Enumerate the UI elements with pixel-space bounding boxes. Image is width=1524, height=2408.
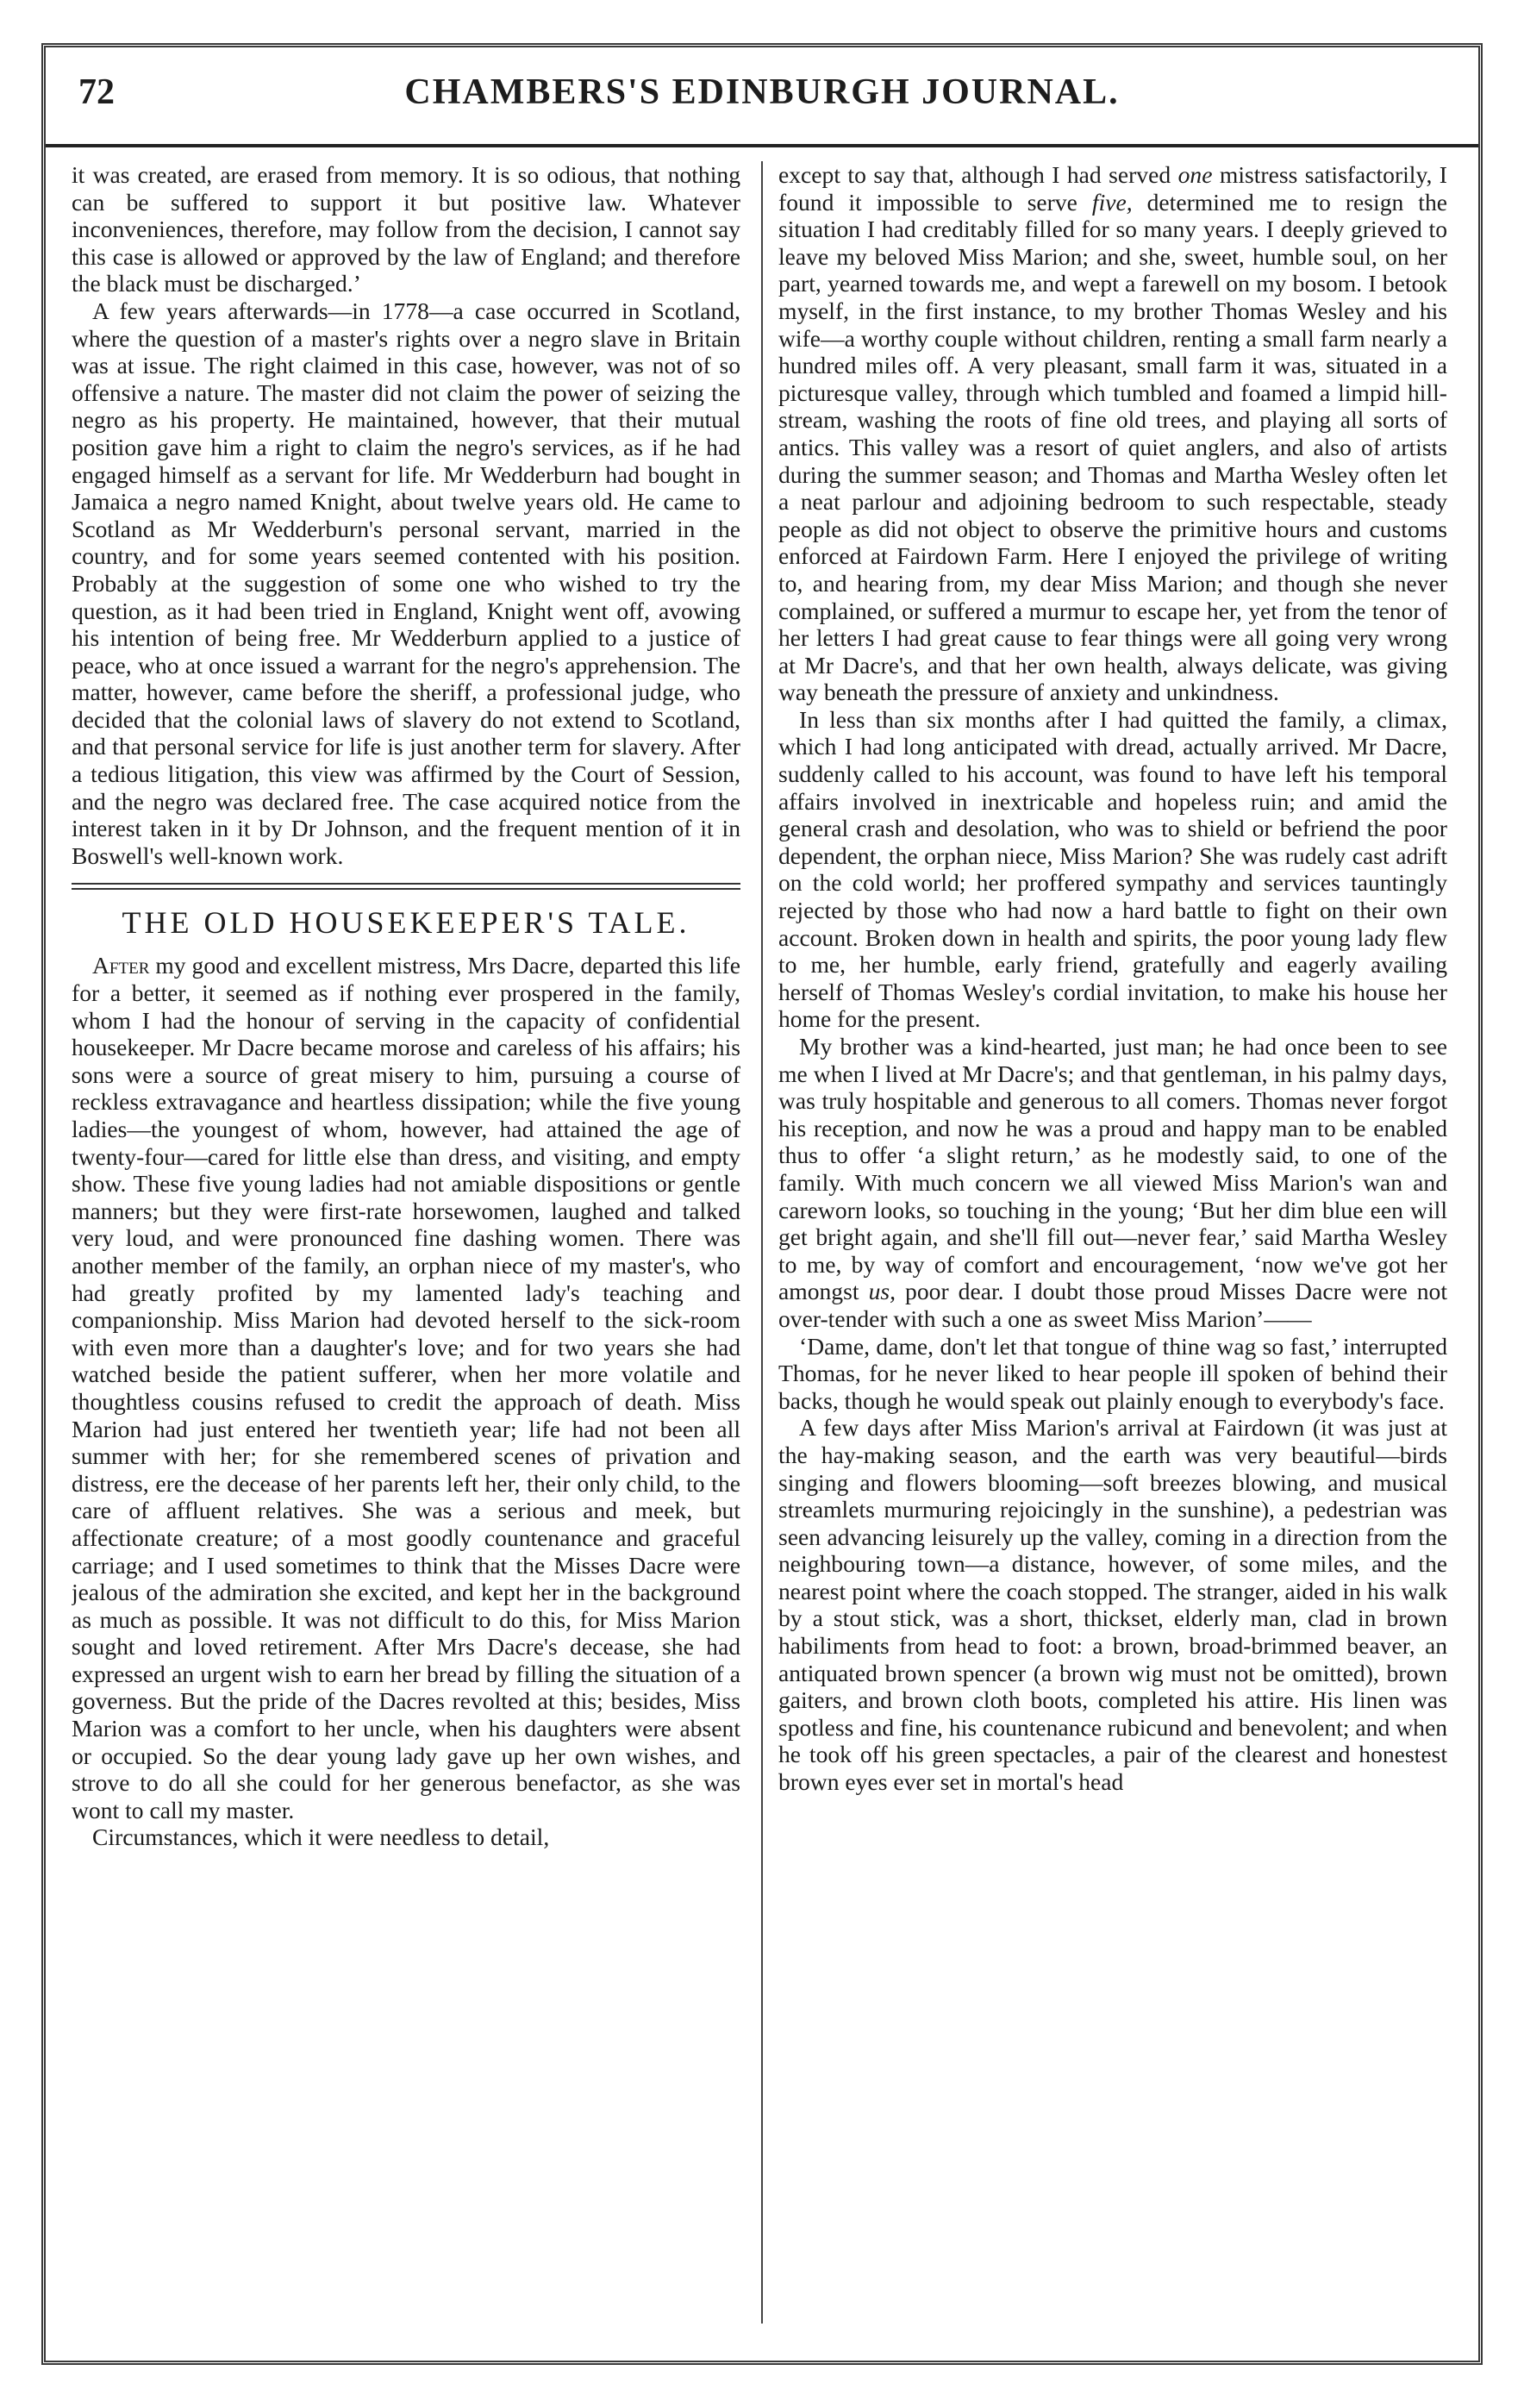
paragraph: A few years afterwards—in 1778—a case occurred in Scotland, where the question of a master's rights over a negro slave in Britain was at issue. The right claimed in this case, however, was not of so offensive a nature. The master did not claim the power of seizing the negro as his property. He maintained, however, that their mutual position gave him a right to claim the negro's services, as if he had engaged himself as a servant for life. Mr Wedderburn had bought in Jamaica a negro named Knight, about twelve years old. He came to Scotland as Mr Wedderburn's personal servant, married in the country, and for some years seemed contented with his position. Probably at the suggestion of some one who wished to try the question, as it had been tried in England, Knight went off, avowing his intention of being free. Mr Wedderburn applied to a justice of peace, who at once issued a warrant for the negro's apprehension. The matter, however, came before the sheriff, a professional judge, who decided that the colonial laws of slavery do not extend to Scotland, and that personal service for life is just another term for slavery. After a tedious litigation, this view was affirmed by the Court of Session, and the negro was declared free. The case acquired notice from the interest taken in it by Dr Johnson, and the frequent mention of it in Boswell's well-known work.	[72, 297, 740, 869]
text-run: mistress satisfactorily, I found it impossible to serve	[778, 161, 1447, 216]
page-header	[46, 47, 1478, 147]
page-number: 72	[78, 72, 115, 112]
section-divider	[72, 883, 740, 890]
paragraph: ‘Dame, dame, don't let that tongue of thine wag so fast,’ interrupted Thomas, for he never liked to hear people ill spoken of behind their backs, though he would speak out plainly enough to everybody's face.	[778, 1332, 1447, 1414]
text-run: determined me to resign the situation I had creditably filled for so many years. I deeply grieved to leave my beloved Miss Marion; and she, sweet, humble soul, on her part, yearned towards me, and wept a farewell on my bosom. I betook myself, in the first instance, to my brother Thomas Wesley and his wife—a worthy couple without children, renting a small farm nearly a hundred miles off. A very pleasant, small farm it was, situated in a picturesque valley, through which tumbled and foamed a limpid hill-stream, washing the roots of fine old trees, and playing all sorts of antics. This valley was a resort of quiet anglers, and also of artists during the summer season; and Thomas and Martha Wesley often let a neat parlour and adjoining bedroom to such respectable, steady people as did not object to observe the primitive hours and customs enforced at Fairdown Farm. Here I enjoyed the privilege of writing to, and hearing from, my dear Miss Marion; and though she never complained, or suffered a murmur to escape her, yet from the tenor of her letters I had great cause to fear things were all going very wrong at Mr Dacre's, and that her own health, always delicate, was giving way beneath the pressure of anxiety and unkindness.	[778, 188, 1447, 706]
drop-word: After	[92, 952, 150, 979]
column-divider	[761, 161, 763, 2324]
story-text: my good and excellent mistress, Mrs Dacre, departed this life for a better, it seemed as if nothing ever prospered in the family, whom I had the honour of serving in the capacity of confidential housekeeper. Mr Dacre became morose and careless of his affairs; his sons were a source of great misery to him, pursuing a course of reckless extravagance and heartless dissipation; while the five young ladies—the youngest of whom, however, had attained the age of twenty-four—cared for little else than dress, and visiting, and empty show. These five young ladies had not amiable dispositions or gentle manners; but they were first-rate horsewomen, laughed and talked very loud, and were pronounced fine dashing women. There was another member of the family, an orphan niece of my master's, who had greatly profited by my lamented lady's teaching and companionship. Miss Marion had devoted herself to the sick-room with even more than a daughter's love; and for two years she had watched beside the patient sufferer, when her more volatile and thoughtless cousins refused to credit the approach of death. Miss Marion had just entered her twentieth year; life had not been all summer with her; for she remembered scenes of privation and distress, ere the decease of her parents left her, their only child, to the care of affluent relatives. She was a serious and meek, but affectionate creature; of a most goodly countenance and graceful carriage; and I used sometimes to think that the Misses Dacre were jealous of the admiration she excited, and kept her in the background as much as possible. It was not difficult to do this, for Miss Marion sought and loved retirement. After Mrs Dacre's decease, she had expressed an urgent wish to earn her bread by filling the situation of a governess. But the pride of the Dacres revolted at this; besides, Miss Marion was a comfort to her uncle, when his daughters were absent or occupied. So the dear young lady gave up her own wishes, and strove to do all she could for her generous benefactor, as she was wont to call my master.	[72, 952, 740, 1823]
story-paragraph	[72, 952, 740, 1823]
text-run: poor dear. I doubt those proud Misses Dacre were not over-tender with such a one as sweet Miss Marion’——	[778, 1278, 1447, 1332]
journal-page	[41, 43, 1483, 2365]
emphasis: five,	[1091, 188, 1133, 216]
text-run: My brother was a kind-hearted, just man; he had once been to see me when I lived at Mr Dacre's; and that gentleman, in his palmy days, was truly hospitable and generous to all comers. Thomas never forgot his reception, and now he was a proud and happy man to be enabled thus to offer ‘a slight return,’ as he modestly said, to one of the family. With much concern we all viewed Miss Marion's wan and careworn looks, so touching in the young; ‘But her dim blue een will get bright again, and she'll fill out—never fear,’ said Martha Wesley to me, by way of comfort and encouragement, ‘now we've got her amongst	[778, 1033, 1447, 1305]
paragraph: Circumstances, which it were needless to detail,	[92, 1823, 550, 1851]
paragraph	[778, 1033, 1447, 1333]
article-title: THE OLD HOUSEKEEPER'S TALE.	[122, 905, 690, 941]
emphasis: us,	[868, 1278, 896, 1305]
paragraph: A few days after Miss Marion's arrival at Fairdown (it was just at the hay-making season, and the earth was very beautiful—birds singing and flowers blooming—soft breezes blowing, and musical streamlets murmuring rejoicingly in the sunshine), a pedestrian was seen advancing leisurely up the valley, coming in a direction from the neighbouring town—a distance, however, of some miles, and the nearest point where the coach stopped. The stranger, aided in his walk by a stout stick, was a short, thickset, elderly man, clad in brown habiliments from head to foot: a brown, broad-brimmed beaver, an antiquated brown spencer (a brown wig must not be omitted), brown gaiters, and brown cloth boots, completed his attire. His linen was spotless and fine, his countenance rubicund and benevolent; and when he took off his green spectacles, a pair of the clearest and honestest brown eyes ever set in mortal's head	[778, 1414, 1447, 1796]
opening-paragraph: it was created, are erased from memory. It is so odious, that nothing can be suffered to support it but positive law. Whatever inconveniences, therefore, may follow from the decision, I cannot say this case is allowed or approved by the law of England; and therefore the black must be discharged.’	[72, 161, 740, 297]
emphasis: one	[1177, 161, 1213, 188]
paragraph: In less than six months after I had quitted the family, a climax, which I had long anticipated with dread, actually arrived. Mr Dacre, suddenly called to his account, was found to have left his temporal affairs involved in inextricable and hopeless ruin; and amid the general crash and desolation, who was to shield or befriend the poor dependent, the orphan niece, Miss Marion? She was rudely cast adrift on the cold world; her proffered sympathy and services tauntingly rejected by those who had now a hard battle to fight on their own account. Broken down in health and spirits, the poor young lady flew to me, her humble, early friend, gratefully and eagerly availing herself of Thomas Wesley's cordial invitation, to make his house her home for the present.	[778, 705, 1447, 1033]
right-column	[778, 161, 1447, 1796]
text-run: except to say that, although I had served	[778, 161, 1178, 188]
journal-title: CHAMBERS'S EDINBURGH JOURNAL.	[404, 72, 1120, 112]
left-column	[72, 161, 740, 1851]
continuation-paragraph	[778, 161, 1447, 706]
